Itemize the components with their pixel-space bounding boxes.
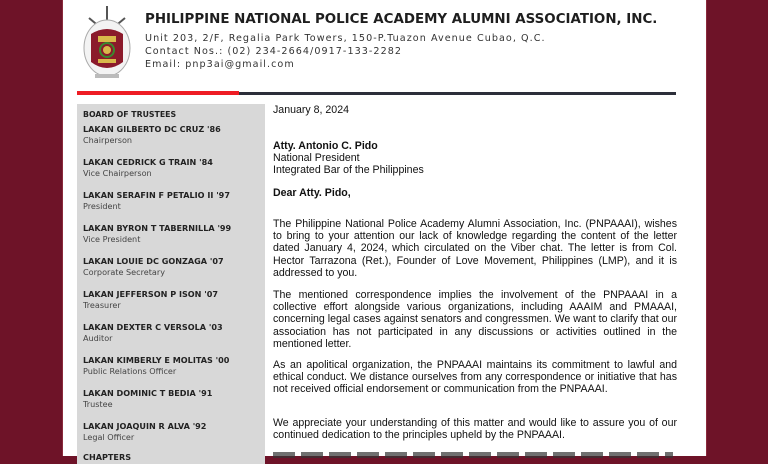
trustee-role: President [83,201,121,211]
clipped-text-line [273,452,673,458]
trustee-name: LAKAN LOUIE DC GONZAGA '07 [83,256,224,266]
recipient-org: Integrated Bar of the Philippines [273,164,424,177]
header-rule-dark [239,92,676,95]
trustee-item [83,355,229,377]
trustee-role: Corporate Secretary [83,267,165,277]
trustee-name: LAKAN SERAFIN F PETALIO II '97 [83,190,230,200]
letter-paragraph: The mentioned correspondence implies the involvement of the PNPAAAI in a collective effort alongside various organizations, including AAAIM and PMAAAI, concerning legal cases against senators and congressmen. We want to clarify that our association has not participated in any discussions or activities outlined in the mentioned letter. [273,289,677,350]
trustee-item [83,157,213,179]
trustee-role: Auditor [83,333,113,343]
trustee-name: LAKAN BYRON T TABERNILLA '99 [83,223,232,233]
recipient-name: Atty. Antonio C. Pido [273,140,378,152]
header-rule-red [77,91,239,95]
trustee-item [83,124,221,146]
trustee-role: Treasurer [83,300,121,310]
trustee-role: Public Relations Officer [83,366,177,376]
pnpaaai-seal-icon [81,4,133,82]
trustee-item [83,421,206,443]
org-email: Email: pnp3ai@gmail.com [145,59,295,70]
trustee-name: LAKAN DOMINIC T BEDIA '91 [83,388,213,398]
recipient-block [273,140,424,177]
chapters-heading [83,452,131,463]
trustee-role: Chairperson [83,135,133,145]
letter-paragraph: The Philippine National Police Academy Alumni Association, Inc. (PNPAAAI), wishes to bring to your attention our lack of knowledge regarding the content of the letter dated January 4, 2024, which circulated on the Viber chat. The letter is from Col. Hector Tarrazona (Ret.), Founder of Love Movement, Philippines (LMP), and it is addressed to you. [273,218,677,279]
trustee-role: Trustee [83,399,113,409]
trustee-name: LAKAN GILBERTO DC CRUZ '86 [83,124,221,134]
letter-page [62,0,707,462]
recipient-title: National President [273,152,360,165]
trustee-item [83,322,223,344]
salutation: Dear Atty. Pido, [273,187,351,199]
trustee-item [83,190,230,212]
sidebar-title: BOARD OF TRUSTEES [83,110,177,119]
trustee-name: LAKAN CEDRICK G TRAIN '84 [83,157,213,167]
trustee-role: Vice Chairperson [83,168,152,178]
org-address: Unit 203, 2/F, Regalia Park Towers, 150-P.Tuazon Avenue Cubao, Q.C. [145,33,546,44]
chapters-label: CHAPTERS [83,452,132,462]
letter-paragraph: We appreciate your understanding of this matter and would like to assure you of our continued dedication to the principles upheld by the PNPAAAI. [273,417,677,442]
board-of-trustees-sidebar [77,104,265,464]
trustee-item [83,256,224,278]
trustee-role: Legal Officer [83,432,135,442]
org-contact: Contact Nos.: (02) 234-2664/0917-133-2282 [145,46,403,57]
trustee-name: LAKAN DEXTER C VERSOLA '03 [83,322,223,332]
org-name: PHILIPPINE NATIONAL POLICE ACADEMY ALUMNI ASSOCIATION, INC. [145,12,658,27]
trustee-role: Vice President [83,234,141,244]
trustee-name: LAKAN KIMBERLY E MOLITAS '00 [83,355,230,365]
trustee-item [83,289,218,311]
letter-paragraph: As an apolitical organization, the PNPAAAI maintains its commitment to lawful and ethical conduct. We distance ourselves from any correspondence or initiative that has not received official endorsement or communication from the PNPAAAI. [273,359,677,396]
trustee-name: LAKAN JOAQUIN R ALVA '92 [83,421,207,431]
trustee-name: LAKAN JEFFERSON P ISON '07 [83,289,219,299]
trustee-item [83,388,212,410]
letter-date: January 8, 2024 [273,104,349,116]
trustee-item [83,223,231,245]
